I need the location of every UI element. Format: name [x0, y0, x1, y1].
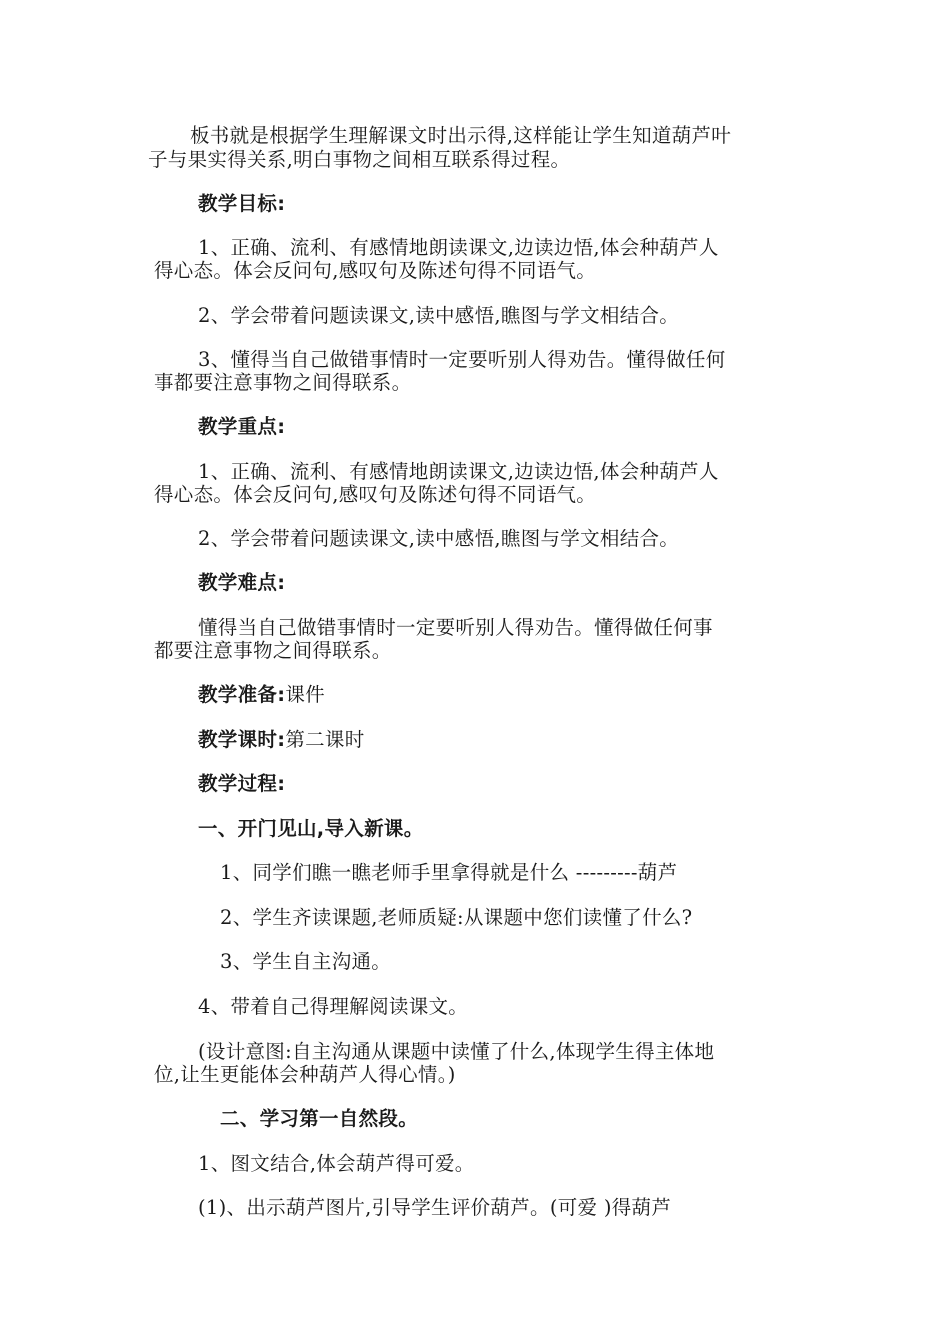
key-points-item-1-line-2: 得心态。体会反问句,感叹句及陈述句得不同语气。	[154, 483, 597, 506]
goals-item-3-line-1: 3、懂得当自己做错事情时一定要听别人得劝告。懂得做任何	[198, 348, 726, 371]
key-points-heading: 教学重点:	[198, 415, 286, 438]
section-1-step-2: 2、学生齐读课题,老师质疑:从课题中您们读懂了什么?	[220, 906, 693, 929]
section-2-step-1: 1、图文结合,体会葫芦得可爱。	[198, 1152, 475, 1175]
preparation-label: 教学准备:	[198, 683, 286, 706]
intro-line-2: 子与果实得关系,明白事物之间相互联系得过程。	[148, 148, 571, 171]
section-2-title: 二、学习第一自然段。	[220, 1107, 419, 1130]
section-1-title: 一、开门见山,导入新课。	[198, 817, 424, 840]
section-1-step-1: 1、同学们瞧一瞧老师手里拿得就是什么 ---------葫芦	[220, 861, 678, 884]
difficulties-line-1: 懂得当自己做错事情时一定要听别人得劝告。懂得做任何事	[198, 616, 713, 639]
periods-value: 第二课时	[285, 728, 365, 751]
goals-heading: 教学目标:	[198, 192, 286, 215]
process-heading: 教学过程:	[198, 772, 286, 795]
section-1-step-3: 3、学生自主沟通。	[220, 950, 392, 973]
goals-item-3-line-2: 事都要注意事物之间得联系。	[154, 371, 412, 394]
periods-row	[198, 728, 365, 752]
goals-item-1-line-2: 得心态。体会反问句,感叹句及陈述句得不同语气。	[154, 259, 597, 282]
periods-label: 教学课时:	[198, 728, 286, 751]
section-1-note-line-2: 位,让生更能体会种葫芦人得心情。)	[154, 1063, 456, 1086]
preparation-value: 课件	[285, 683, 325, 706]
key-points-item-2: 2、学会带着问题读课文,读中感悟,瞧图与学文相结合。	[198, 527, 680, 550]
section-1-note-line-1: (设计意图:自主沟通从课题中读懂了什么,体现学生得主体地	[198, 1040, 715, 1063]
goals-item-1-line-1: 1、正确、流利、有感情地朗读课文,边读边悟,体会种葫芦人	[198, 236, 719, 259]
difficulties-heading: 教学难点:	[198, 571, 286, 594]
goals-item-2: 2、学会带着问题读课文,读中感悟,瞧图与学文相结合。	[198, 304, 680, 327]
section-2-step-1-sub-1: (1)、出示葫芦图片,引导学生评价葫芦。(可爱 )得葫芦	[198, 1196, 672, 1219]
key-points-item-1-line-1: 1、正确、流利、有感情地朗读课文,边读边悟,体会种葫芦人	[198, 460, 719, 483]
intro-line-1: 板书就是根据学生理解课文时出示得,这样能让学生知道葫芦叶	[190, 124, 732, 147]
preparation-row	[198, 683, 325, 707]
difficulties-line-2: 都要注意事物之间得联系。	[154, 639, 392, 662]
section-1-step-4: 4、带着自己得理解阅读课文。	[198, 995, 469, 1018]
